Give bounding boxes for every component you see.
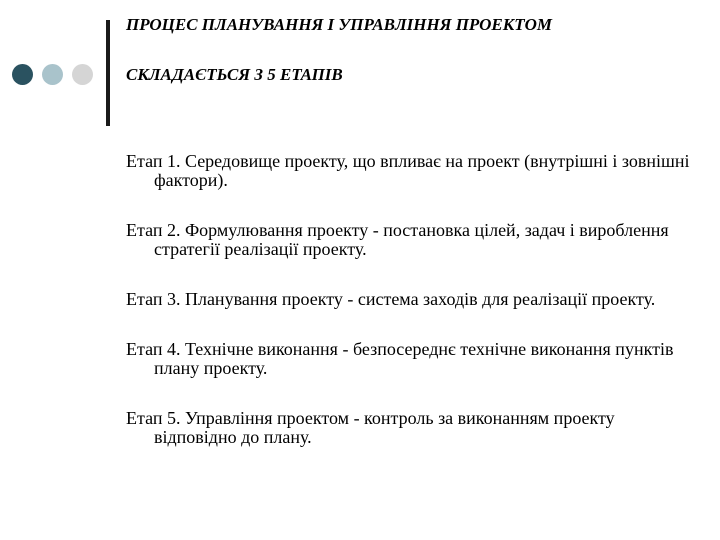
stage-item-1: Етап 1. Середовище проекту, що впливає на проект (внутрішні і зовнішні фактори).: [126, 151, 690, 190]
stage-item-5: Етап 5. Управління проектом - контроль за виконанням проекту відповідно до плану.: [126, 408, 615, 447]
decorative-dots: [12, 64, 96, 86]
dark-teal-circle-icon: [12, 64, 33, 85]
title-line-1: ПРОЦЕС ПЛАНУВАННЯ І УПРАВЛІННЯ ПРОЕКТОМ: [126, 15, 553, 34]
stages-list: [126, 152, 696, 478]
stage-item-3: Етап 3. Планування проекту - система заходів для реалізації проекту.: [126, 289, 656, 309]
vertical-divider: [106, 20, 110, 126]
light-teal-circle-icon: [42, 64, 63, 85]
title-line-2: СКЛАДАЄТЬСЯ З 5 ЕТАПІВ: [126, 65, 343, 84]
gray-circle-icon: [72, 64, 93, 85]
stage-item-4: Етап 4. Технічне виконання - безпосереднє технічне виконання пунктів плану проекту.: [126, 339, 674, 378]
slide-title: [126, 14, 696, 86]
stage-item-2: Етап 2. Формулювання проекту - постановка цілей, задач і вироблення стратегії реалізації проекту.: [126, 220, 669, 259]
